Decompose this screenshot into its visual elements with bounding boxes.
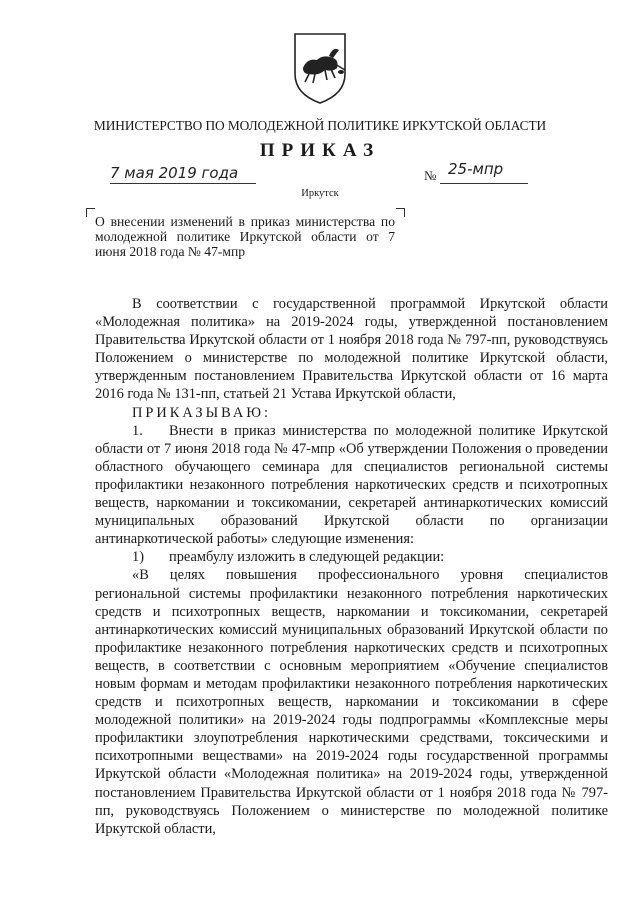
number-label: № [424, 168, 437, 183]
item-1-text: Внести в приказ министерства по молодежной политике Иркутской области от 7 июня 2018 года № 47-мпр «Об утверждении Положения о проведении областного обучающего семинара для специалистов региональной системы профилактики незаконного потребления наркотических средств и психотропных веществ, наркомании и токсикомании, секретарей антинаркотических комиссий муниципальных образований Иркутской области по организации антинаркотической работы» следующие изменения: [95, 422, 608, 548]
document-title: ПРИКАЗ [259, 140, 381, 161]
item-1-number: 1. [132, 422, 143, 439]
date-underline [110, 183, 256, 184]
number-underline [440, 183, 528, 184]
subject-corner-left [86, 208, 95, 217]
city: Иркутск [301, 188, 339, 199]
coat-of-arms-icon [289, 28, 351, 106]
subitem-1 [95, 548, 608, 566]
subitem-1-text: преамбулу изложить в следующей редакции: [169, 549, 445, 566]
order-word: ПРИКАЗЫВАЮ: [132, 404, 272, 421]
ministry-name: МИНИСТЕРСТВО ПО МОЛОДЕЖНОЙ ПОЛИТИКЕ ИРКУТСКОЙ ОБЛАСТИ [93, 118, 547, 133]
subject-corner-right [396, 208, 405, 217]
item-1 [95, 422, 608, 549]
quoted-preamble: «В целях повышения профессионального уровня специалистов региональной системы профилактики незаконного потребления наркотических средств и психотропных веществ, наркомании и токсикомании, секретарей антинаркотических комиссий муниципальных образований Иркутской области по профилактике незаконного потребления наркотических средств и психотропных веществ, в соответствии с основным мероприятием «Обучение специалистов новым формам и методам профилактики незаконного потребления наркотических средств и психотропных веществ, наркомании и токсикомании в сфере молодежной политики» на 2019-2024 годы подпрограммы «Комплексные меры профилактики злоупотребления наркотическими средствами, токсическими и психотропными веществами» на 2019-2024 годы государственной программы Иркутской области «Молодежная политика» на 2019-2024 годы, утвержденной постановлением Правительства Иркутской области от 1 ноября 2018 года № 797-пп, руководствуясь Положением о министерстве по молодежной политике Иркутской области, [95, 567, 608, 837]
document-body [95, 295, 608, 838]
intro-paragraph: В соответствии с государственной программой Иркутской области «Молодежная политика» на 2019-2024 годы, утвержденной постановлением Правительства Иркутской области от 1 ноября 2018 года № 797-пп, руководствуясь Положением о министерстве по молодежной политике Иркутской области, утвержденным постановлением Правительства Иркутской области от 16 марта 2016 года № 131-пп, статьей 21 Устава Иркутской области, [95, 296, 608, 403]
handwritten-date: 7 мая 2019 года [110, 164, 239, 182]
subject-text: О внесении изменений в приказ министерства по молодежной политике Иркутской области от 7 июня 2018 года № 47-мпр [95, 214, 395, 259]
handwritten-number: 25-мпр [448, 160, 504, 178]
subitem-1-number: 1) [132, 549, 144, 566]
